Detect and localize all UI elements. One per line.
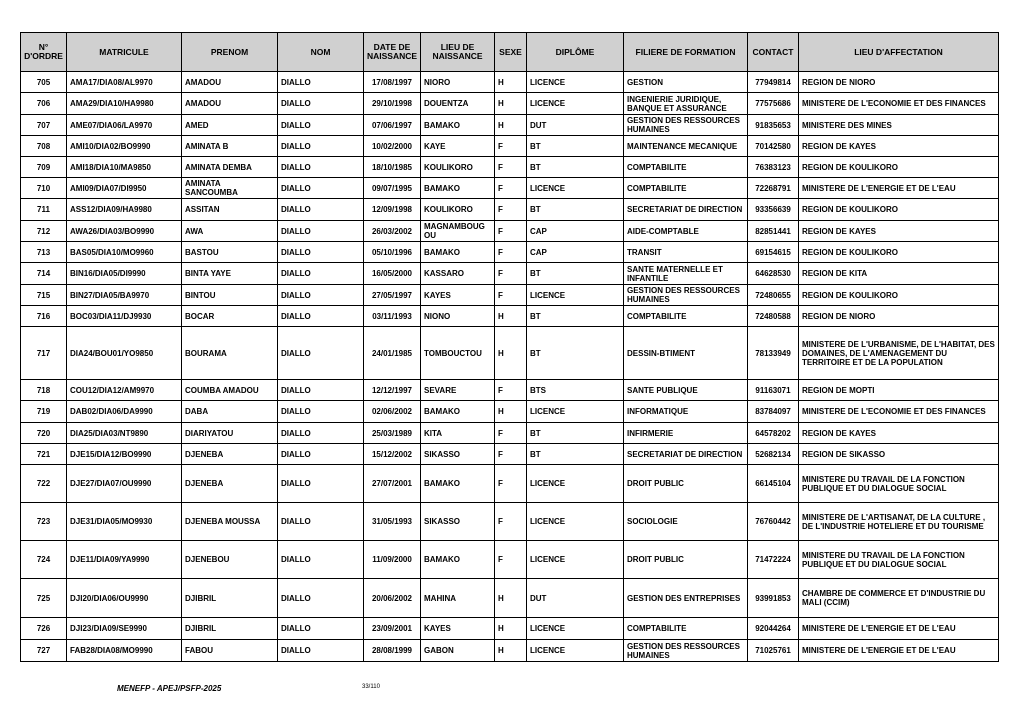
cell-nom: DIALLO (278, 579, 364, 618)
cell-order: 717 (21, 327, 67, 380)
table-row (21, 444, 999, 465)
cell-matricule: DIA25/DIA03/NT9890 (67, 423, 182, 444)
cell-affectation: REGION DE KAYES (799, 423, 999, 444)
cell-nom: DIALLO (278, 242, 364, 263)
cell-sexe: F (495, 136, 527, 157)
cell-diplome: LICENCE (527, 93, 624, 115)
table-row (21, 423, 999, 444)
table-row (21, 503, 999, 541)
cell-contact: 91163071 (748, 380, 799, 401)
cell-contact: 72480588 (748, 306, 799, 327)
cell-lieu-naissance: NIONO (421, 306, 495, 327)
cell-matricule: AMI18/DIA10/MA9850 (67, 157, 182, 178)
cell-order: 721 (21, 444, 67, 465)
cell-filiere: MAINTENANCE MECANIQUE (624, 136, 748, 157)
cell-lieu-naissance: SIKASSO (421, 444, 495, 465)
cell-sexe: F (495, 444, 527, 465)
cell-diplome: LICENCE (527, 503, 624, 541)
cell-prenom: BOURAMA (182, 327, 278, 380)
table-row (21, 640, 999, 662)
cell-lieu-naissance: SIKASSO (421, 503, 495, 541)
column-header-filiere: FILIERE DE FORMATION (624, 33, 748, 72)
cell-diplome: BT (527, 136, 624, 157)
cell-affectation: REGION DE SIKASSO (799, 444, 999, 465)
cell-filiere: AIDE-COMPTABLE (624, 221, 748, 242)
cell-affectation: REGION DE MOPTI (799, 380, 999, 401)
cell-affectation: REGION DE KAYES (799, 221, 999, 242)
cell-matricule: AME07/DIA06/LA9970 (67, 115, 182, 136)
cell-contact: 66145104 (748, 465, 799, 503)
cell-affectation: MINISTERE DE L'URBANISME, DE L'HABITAT, DES DOMAINES, DE L'AMENAGEMENT DU TERRITOIRE ET DE LA POPULATION (799, 327, 999, 380)
cell-prenom: AMINATA DEMBA (182, 157, 278, 178)
cell-contact: 52682134 (748, 444, 799, 465)
cell-diplome: BT (527, 157, 624, 178)
cell-filiere: GESTION (624, 72, 748, 93)
cell-nom: DIALLO (278, 221, 364, 242)
cell-order: 708 (21, 136, 67, 157)
cell-matricule: DJE31/DIA05/MO9930 (67, 503, 182, 541)
cell-lieu-naissance: KAYE (421, 136, 495, 157)
cell-nom: DIALLO (278, 199, 364, 221)
cell-order: 705 (21, 72, 67, 93)
cell-nom: DIALLO (278, 72, 364, 93)
cell-prenom: DJENEBOU (182, 541, 278, 579)
cell-filiere: COMPTABILITE (624, 178, 748, 199)
cell-lieu-naissance: BAMAKO (421, 178, 495, 199)
cell-prenom: DJENEBA MOUSSA (182, 503, 278, 541)
cell-contact: 76760442 (748, 503, 799, 541)
cell-affectation: MINISTERE DE L'ECONOMIE ET DES FINANCES (799, 93, 999, 115)
cell-nom: DIALLO (278, 503, 364, 541)
cell-lieu-naissance: NIORO (421, 72, 495, 93)
table-row (21, 541, 999, 579)
cell-contact: 72268791 (748, 178, 799, 199)
cell-filiere: SECRETARIAT DE DIRECTION (624, 199, 748, 221)
cell-affectation: MINISTERE DES MINES (799, 115, 999, 136)
cell-sexe: F (495, 178, 527, 199)
cell-matricule: DJE15/DIA12/BO9990 (67, 444, 182, 465)
cell-matricule: DAB02/DIA06/DA9990 (67, 401, 182, 423)
cell-matricule: DJE27/DIA07/OU9990 (67, 465, 182, 503)
cell-lieu-naissance: GABON (421, 640, 495, 662)
cell-contact: 70142580 (748, 136, 799, 157)
table-row (21, 263, 999, 285)
table-row (21, 380, 999, 401)
cell-filiere: SOCIOLOGIE (624, 503, 748, 541)
cell-filiere: GESTION DES RESSOURCES HUMAINES (624, 285, 748, 306)
cell-order: 725 (21, 579, 67, 618)
cell-nom: DIALLO (278, 618, 364, 640)
cell-prenom: DABA (182, 401, 278, 423)
column-header-matricule: MATRICULE (67, 33, 182, 72)
cell-nom: DIALLO (278, 93, 364, 115)
column-header-affectation: LIEU D'AFFECTATION (799, 33, 999, 72)
cell-nom: DIALLO (278, 401, 364, 423)
cell-lieu-naissance: SEVARE (421, 380, 495, 401)
cell-sexe: H (495, 618, 527, 640)
cell-affectation: REGION DE KOULIKORO (799, 157, 999, 178)
cell-diplome: LICENCE (527, 401, 624, 423)
cell-date-naissance: 17/08/1997 (364, 72, 421, 93)
cell-affectation: MINISTERE DE L'ENERGIE ET DE L'EAU (799, 640, 999, 662)
cell-filiere: COMPTABILITE (624, 306, 748, 327)
cell-prenom: FABOU (182, 640, 278, 662)
cell-date-naissance: 09/07/1995 (364, 178, 421, 199)
cell-lieu-naissance: DOUENTZA (421, 93, 495, 115)
cell-nom: DIALLO (278, 285, 364, 306)
cell-affectation: MINISTERE DU TRAVAIL DE LA FONCTION PUBLIQUE ET DU DIALOGUE SOCIAL (799, 465, 999, 503)
cell-date-naissance: 15/12/2002 (364, 444, 421, 465)
cell-matricule: AWA26/DIA03/BO9990 (67, 221, 182, 242)
cell-filiere: GESTION DES ENTREPRISES (624, 579, 748, 618)
cell-order: 706 (21, 93, 67, 115)
cell-nom: DIALLO (278, 157, 364, 178)
cell-matricule: DJI23/DIA09/SE9990 (67, 618, 182, 640)
cell-prenom: DJENEBA (182, 444, 278, 465)
cell-sexe: H (495, 72, 527, 93)
cell-sexe: H (495, 115, 527, 136)
cell-date-naissance: 12/12/1997 (364, 380, 421, 401)
cell-contact: 71025761 (748, 640, 799, 662)
cell-sexe: F (495, 157, 527, 178)
cell-affectation: REGION DE KAYES (799, 136, 999, 157)
cell-order: 712 (21, 221, 67, 242)
cell-contact: 71472224 (748, 541, 799, 579)
cell-sexe: F (495, 423, 527, 444)
cell-date-naissance: 03/11/1993 (364, 306, 421, 327)
cell-diplome: BT (527, 327, 624, 380)
cell-prenom: DJIBRIL (182, 579, 278, 618)
table-row (21, 221, 999, 242)
cell-diplome: LICENCE (527, 178, 624, 199)
table-row (21, 178, 999, 199)
cell-filiere: COMPTABILITE (624, 618, 748, 640)
cell-nom: DIALLO (278, 306, 364, 327)
cell-prenom: AMADOU (182, 72, 278, 93)
cell-diplome: BT (527, 423, 624, 444)
cell-affectation: REGION DE KOULIKORO (799, 199, 999, 221)
page-number: 33/110 (362, 684, 380, 690)
cell-contact: 93991853 (748, 579, 799, 618)
table-row (21, 327, 999, 380)
column-header-nom: NOM (278, 33, 364, 72)
cell-matricule: BAS05/DIA10/MO9960 (67, 242, 182, 263)
cell-matricule: COU12/DIA12/AM9970 (67, 380, 182, 401)
cell-affectation: REGION DE KOULIKORO (799, 285, 999, 306)
column-header-diplome: DIPLÔME (527, 33, 624, 72)
cell-date-naissance: 11/09/2000 (364, 541, 421, 579)
affectation-table (20, 32, 999, 662)
cell-affectation: MINISTERE DE L'ARTISANAT, DE LA CULTURE , DE L'INDUSTRIE HOTELIERE ET DU TOURISME (799, 503, 999, 541)
table-row (21, 242, 999, 263)
cell-lieu-naissance: BAMAKO (421, 115, 495, 136)
cell-matricule: DIA24/BOU01/YO9850 (67, 327, 182, 380)
cell-sexe: F (495, 465, 527, 503)
cell-order: 724 (21, 541, 67, 579)
table-row (21, 401, 999, 423)
cell-date-naissance: 05/10/1996 (364, 242, 421, 263)
cell-nom: DIALLO (278, 115, 364, 136)
cell-matricule: FAB28/DIA08/MO9990 (67, 640, 182, 662)
footer-reference: MENEFP - APEJ/PSFP-2025 (117, 684, 222, 693)
cell-filiere: SANTE MATERNELLE ET INFANTILE (624, 263, 748, 285)
table-row (21, 93, 999, 115)
cell-lieu-naissance: KASSARO (421, 263, 495, 285)
cell-filiere: SANTE PUBLIQUE (624, 380, 748, 401)
cell-matricule: AMI10/DIA02/BO9990 (67, 136, 182, 157)
cell-sexe: H (495, 327, 527, 380)
cell-matricule: AMA17/DIA08/AL9970 (67, 72, 182, 93)
cell-sexe: F (495, 242, 527, 263)
cell-matricule: AMA29/DIA10/HA9980 (67, 93, 182, 115)
table-row (21, 157, 999, 178)
cell-nom: DIALLO (278, 178, 364, 199)
cell-contact: 77575686 (748, 93, 799, 115)
cell-prenom: BINTA YAYE (182, 263, 278, 285)
table-row (21, 72, 999, 93)
cell-date-naissance: 07/06/1997 (364, 115, 421, 136)
cell-date-naissance: 16/05/2000 (364, 263, 421, 285)
cell-affectation: REGION DE NIORO (799, 72, 999, 93)
cell-prenom: COUMBA AMADOU (182, 380, 278, 401)
cell-lieu-naissance: KOULIKORO (421, 199, 495, 221)
cell-prenom: AMED (182, 115, 278, 136)
table-row (21, 115, 999, 136)
cell-sexe: H (495, 306, 527, 327)
cell-order: 710 (21, 178, 67, 199)
cell-date-naissance: 28/08/1999 (364, 640, 421, 662)
cell-matricule: BIN27/DIA05/BA9970 (67, 285, 182, 306)
table-row (21, 306, 999, 327)
cell-diplome: DUT (527, 579, 624, 618)
cell-order: 723 (21, 503, 67, 541)
cell-matricule: DJI20/DIA06/OU9990 (67, 579, 182, 618)
cell-date-naissance: 10/02/2000 (364, 136, 421, 157)
cell-nom: DIALLO (278, 327, 364, 380)
document-sheet (20, 32, 998, 662)
cell-date-naissance: 25/03/1989 (364, 423, 421, 444)
cell-date-naissance: 18/10/1985 (364, 157, 421, 178)
cell-nom: DIALLO (278, 380, 364, 401)
cell-affectation: MINISTERE DE L'ECONOMIE ET DES FINANCES (799, 401, 999, 423)
cell-sexe: F (495, 263, 527, 285)
cell-date-naissance: 27/07/2001 (364, 465, 421, 503)
cell-contact: 91835653 (748, 115, 799, 136)
cell-order: 718 (21, 380, 67, 401)
cell-contact: 82851441 (748, 221, 799, 242)
cell-filiere: INFORMATIQUE (624, 401, 748, 423)
cell-order: 722 (21, 465, 67, 503)
cell-affectation: REGION DE KITA (799, 263, 999, 285)
cell-date-naissance: 31/05/1993 (364, 503, 421, 541)
cell-contact: 64578202 (748, 423, 799, 444)
cell-prenom: AWA (182, 221, 278, 242)
column-header-sexe: SEXE (495, 33, 527, 72)
cell-filiere: TRANSIT (624, 242, 748, 263)
cell-prenom: AMINATA SANCOUMBA (182, 178, 278, 199)
cell-diplome: BT (527, 306, 624, 327)
table-body (21, 72, 999, 662)
column-header-contact: CONTACT (748, 33, 799, 72)
column-header-lieu-naissance: LIEU DE NAISSANCE (421, 33, 495, 72)
cell-sexe: F (495, 199, 527, 221)
cell-date-naissance: 02/06/2002 (364, 401, 421, 423)
cell-lieu-naissance: KITA (421, 423, 495, 444)
cell-prenom: DJENEBA (182, 465, 278, 503)
cell-contact: 78133949 (748, 327, 799, 380)
cell-date-naissance: 12/09/1998 (364, 199, 421, 221)
cell-prenom: ASSITAN (182, 199, 278, 221)
cell-nom: DIALLO (278, 541, 364, 579)
cell-prenom: DIARIYATOU (182, 423, 278, 444)
cell-order: 716 (21, 306, 67, 327)
cell-sexe: F (495, 380, 527, 401)
cell-nom: DIALLO (278, 263, 364, 285)
cell-lieu-naissance: TOMBOUCTOU (421, 327, 495, 380)
cell-order: 709 (21, 157, 67, 178)
cell-filiere: INFIRMERIE (624, 423, 748, 444)
cell-matricule: BOC03/DIA11/DJ9930 (67, 306, 182, 327)
cell-filiere: GESTION DES RESSOURCES HUMAINES (624, 115, 748, 136)
cell-contact: 93356639 (748, 199, 799, 221)
table-row (21, 285, 999, 306)
cell-contact: 64628530 (748, 263, 799, 285)
cell-diplome: DUT (527, 115, 624, 136)
cell-diplome: LICENCE (527, 541, 624, 579)
column-header-order: N° D'ORDRE (21, 33, 67, 72)
cell-affectation: MINISTERE DE L'ENERGIE ET DE L'EAU (799, 618, 999, 640)
cell-affectation: REGION DE NIORO (799, 306, 999, 327)
cell-filiere: SECRETARIAT DE DIRECTION (624, 444, 748, 465)
cell-date-naissance: 29/10/1998 (364, 93, 421, 115)
cell-matricule: DJE11/DIA09/YA9990 (67, 541, 182, 579)
cell-matricule: ASS12/DIA09/HA9980 (67, 199, 182, 221)
column-header-prenom: PRENOM (182, 33, 278, 72)
cell-matricule: AMI09/DIA07/DI9950 (67, 178, 182, 199)
table-row (21, 199, 999, 221)
cell-order: 714 (21, 263, 67, 285)
cell-prenom: AMADOU (182, 93, 278, 115)
cell-contact: 76383123 (748, 157, 799, 178)
cell-matricule: BIN16/DIA05/DI9990 (67, 263, 182, 285)
table-row (21, 618, 999, 640)
cell-lieu-naissance: BAMAKO (421, 465, 495, 503)
cell-nom: DIALLO (278, 444, 364, 465)
cell-diplome: BT (527, 444, 624, 465)
cell-filiere: GESTION DES RESSOURCES HUMAINES (624, 640, 748, 662)
table-row (21, 465, 999, 503)
cell-contact: 92044264 (748, 618, 799, 640)
cell-nom: DIALLO (278, 136, 364, 157)
cell-order: 713 (21, 242, 67, 263)
cell-prenom: DJIBRIL (182, 618, 278, 640)
cell-prenom: AMINATA B (182, 136, 278, 157)
cell-affectation: CHAMBRE DE COMMERCE ET D'INDUSTRIE DU MALI (CCIM) (799, 579, 999, 618)
cell-order: 727 (21, 640, 67, 662)
cell-sexe: H (495, 401, 527, 423)
cell-contact: 72480655 (748, 285, 799, 306)
cell-nom: DIALLO (278, 465, 364, 503)
cell-diplome: BT (527, 263, 624, 285)
cell-lieu-naissance: BAMAKO (421, 401, 495, 423)
table-row (21, 579, 999, 618)
cell-sexe: F (495, 541, 527, 579)
cell-date-naissance: 24/01/1985 (364, 327, 421, 380)
cell-nom: DIALLO (278, 640, 364, 662)
cell-filiere: DROIT PUBLIC (624, 465, 748, 503)
cell-diplome: LICENCE (527, 285, 624, 306)
cell-order: 715 (21, 285, 67, 306)
cell-sexe: H (495, 93, 527, 115)
cell-diplome: LICENCE (527, 618, 624, 640)
cell-affectation: MINISTERE DE L'ENERGIE ET DE L'EAU (799, 178, 999, 199)
column-header-date-naissance: DATE DE NAISSANCE (364, 33, 421, 72)
cell-date-naissance: 23/09/2001 (364, 618, 421, 640)
cell-date-naissance: 26/03/2002 (364, 221, 421, 242)
cell-order: 719 (21, 401, 67, 423)
cell-sexe: F (495, 285, 527, 306)
cell-filiere: DESSIN-BTIMENT (624, 327, 748, 380)
cell-lieu-naissance: MAHINA (421, 579, 495, 618)
cell-prenom: BINTOU (182, 285, 278, 306)
cell-contact: 77949814 (748, 72, 799, 93)
cell-prenom: BOCAR (182, 306, 278, 327)
cell-lieu-naissance: BAMAKO (421, 541, 495, 579)
cell-order: 726 (21, 618, 67, 640)
cell-order: 707 (21, 115, 67, 136)
cell-filiere: INGENIERIE JURIDIQUE, BANQUE ET ASSURANCE (624, 93, 748, 115)
cell-diplome: LICENCE (527, 640, 624, 662)
cell-affectation: REGION DE KOULIKORO (799, 242, 999, 263)
cell-order: 711 (21, 199, 67, 221)
cell-sexe: H (495, 640, 527, 662)
cell-affectation: MINISTERE DU TRAVAIL DE LA FONCTION PUBLIQUE ET DU DIALOGUE SOCIAL (799, 541, 999, 579)
cell-lieu-naissance: KAYES (421, 285, 495, 306)
cell-nom: DIALLO (278, 423, 364, 444)
cell-lieu-naissance: MAGNAMBOUG OU (421, 221, 495, 242)
cell-filiere: DROIT PUBLIC (624, 541, 748, 579)
cell-lieu-naissance: BAMAKO (421, 242, 495, 263)
cell-diplome: CAP (527, 221, 624, 242)
cell-diplome: BT (527, 199, 624, 221)
cell-prenom: BASTOU (182, 242, 278, 263)
cell-sexe: F (495, 503, 527, 541)
cell-diplome: LICENCE (527, 465, 624, 503)
cell-order: 720 (21, 423, 67, 444)
cell-lieu-naissance: KAYES (421, 618, 495, 640)
table-header-row (21, 33, 999, 72)
cell-lieu-naissance: KOULIKORO (421, 157, 495, 178)
table-row (21, 136, 999, 157)
cell-diplome: BTS (527, 380, 624, 401)
cell-diplome: LICENCE (527, 72, 624, 93)
cell-sexe: F (495, 221, 527, 242)
cell-sexe: H (495, 579, 527, 618)
cell-diplome: CAP (527, 242, 624, 263)
cell-contact: 83784097 (748, 401, 799, 423)
cell-filiere: COMPTABILITE (624, 157, 748, 178)
cell-date-naissance: 27/05/1997 (364, 285, 421, 306)
cell-contact: 69154615 (748, 242, 799, 263)
cell-date-naissance: 20/06/2002 (364, 579, 421, 618)
